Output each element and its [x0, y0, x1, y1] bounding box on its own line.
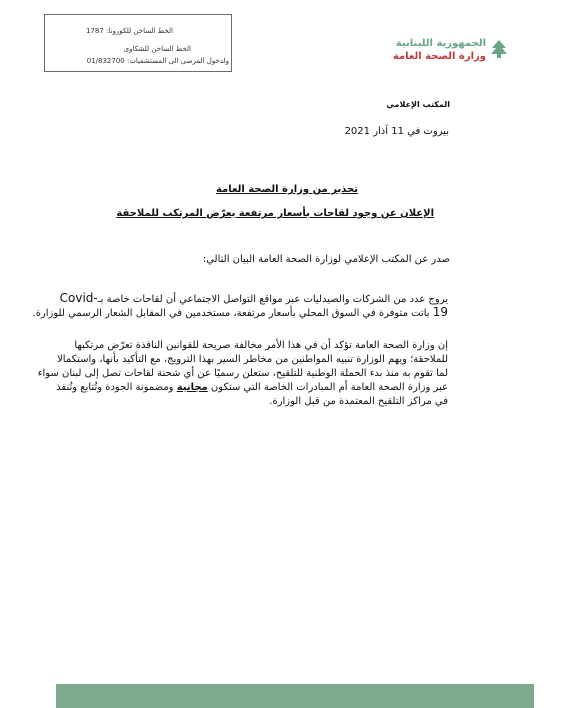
media-office-label: المكتب الإعلامي [386, 100, 450, 109]
logo-ministry-text: وزارة الصحة العامة [392, 51, 486, 62]
paragraph-2-line-3: لما تقوم به منذ بدء الحملة الوطنية للتلقيح، ستعلن رسميًا عن أي شحنة لقاحات تصل إلى لبنان سواء [37, 368, 448, 379]
footer-bar [56, 684, 534, 708]
covid-text: Covid- [59, 291, 98, 305]
paragraph-2-line-5: في مراكز التلقيح المعتمدة من قبل الوزارة. [269, 396, 448, 407]
paragraph-1 [32, 291, 448, 319]
paragraph-2-line-1: إن وزارة الصحة العامة تؤكد أن في هذا الأمر مخالفة صريحة للقوانين النافذة تعرّض مرتكبها [74, 340, 448, 351]
cedar-icon [488, 38, 510, 60]
corona-hotline: الخط الساخن للكورونا: 1787 [86, 27, 173, 35]
main-title: تحذير من وزارة الصحة العامة [215, 184, 358, 195]
paragraph-1-line-1: يروج عدد من الشركات والصيدليات عبر مواقع التواصل الاجتماعي أن لقاحات خاصة بـCovid- [59, 291, 448, 305]
document-date: بيروت في 11 آذار 2021 [344, 126, 449, 137]
intro-text: صدر عن المكتب الإعلامي لوزارة الصحة العامة البيان التالي: [202, 254, 450, 265]
complaints-hotline: الخط الساخن للشكاوى [123, 45, 191, 53]
paragraph-2-line-2: للملاحقة؛ ويهم الوزارة تنبيه المواطنين من مخاطر السير بهذا الترويج، مع التأكيد بأنها، واستكمالا [57, 354, 448, 365]
ministry-logo [393, 38, 486, 62]
paragraph-2-line-4: عبر وزارة الصحة العامة أم المبادرات الخاصة التي ستكون مجانية ومضمونة الجودة وتُتابع وتُنفذ [56, 382, 448, 393]
hospital-hotline: ولدخول المرضى الى المستشفيات: 01/832700 [86, 57, 229, 65]
paragraph-2 [37, 339, 448, 409]
logo-republic-text: الجمهورية اللبنانية [395, 38, 486, 49]
hotline-box [44, 14, 232, 72]
paragraph-1-line-2: 19 باتت متوفرة في السوق المحلي بأسعار مرتفعة، مستخدمين في المقابل الشعار الرسمي للوزارة. [32, 305, 448, 319]
sub-title: الإعلان عن وجود لقاحات بأسعار مرتفعة يعرّض المرتكب للملاحقة [116, 208, 434, 219]
covid-number: 19 [432, 305, 448, 319]
free-emphasis: مجانية [176, 382, 208, 393]
